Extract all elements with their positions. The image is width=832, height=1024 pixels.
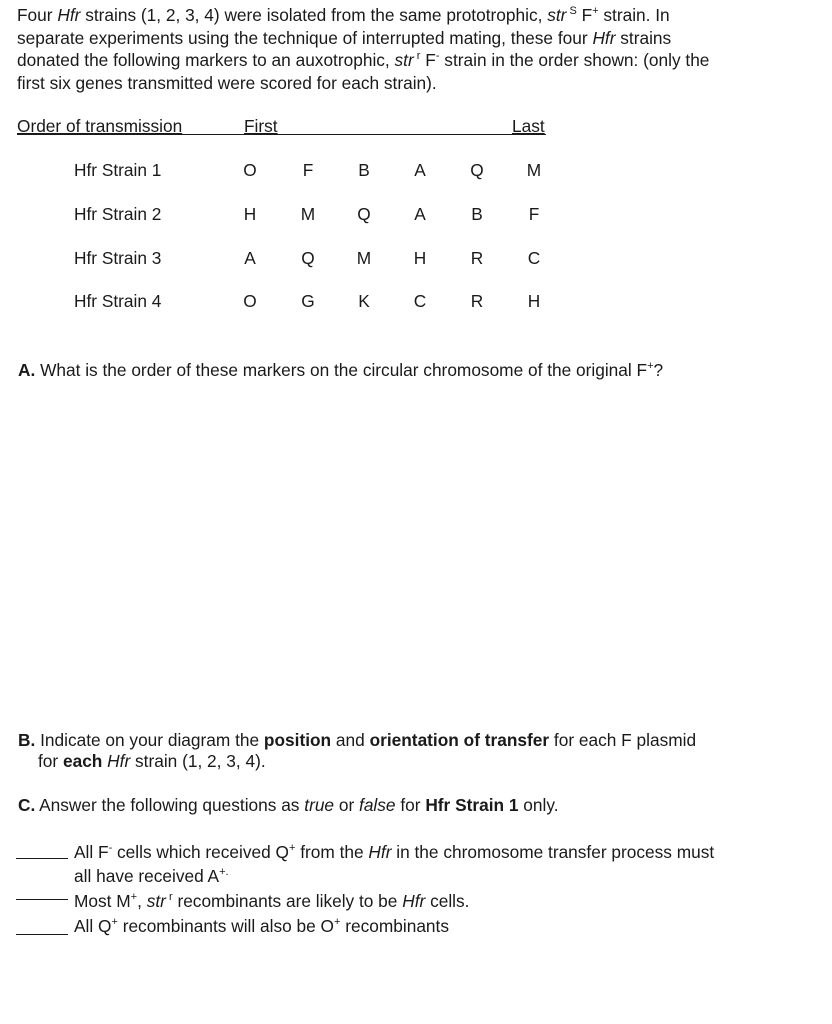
marker-cell: H bbox=[527, 291, 541, 311]
row-label-strain-4: Hfr Strain 4 bbox=[74, 291, 162, 311]
answer-blank-2[interactable] bbox=[16, 899, 68, 900]
marker-cell: M bbox=[300, 204, 316, 224]
intro-paragraph bbox=[17, 4, 812, 94]
marker-cell: G bbox=[301, 291, 315, 311]
row-label-strain-2: Hfr Strain 2 bbox=[74, 204, 162, 224]
question-b: B. Indicate on your diagram the position and orientation of transfer for each F plasmid for each Hfr strain (1, 2, 3, 4). bbox=[18, 730, 697, 771]
marker-cell: K bbox=[358, 291, 370, 311]
header-last: Last bbox=[512, 116, 545, 136]
question-c: C. Answer the following questions as true or false for Hfr Strain 1 only. bbox=[18, 795, 559, 815]
answer-blank-3[interactable] bbox=[16, 934, 68, 935]
marker-cell: A bbox=[244, 248, 256, 268]
marker-cell: H bbox=[243, 204, 257, 224]
intro-line-4: first six genes transmitted were scored for each strain). bbox=[17, 72, 437, 93]
question-a: A. What is the order of these markers on the circular chromosome of the original F+? bbox=[18, 360, 664, 380]
marker-cell: O bbox=[243, 291, 257, 311]
intro-line-1: Four Hfr strains (1, 2, 3, 4) were isolated from the same prototrophic, str $^S$ F+ strain. In bbox=[17, 5, 670, 25]
intro-line-2: separate experiments using the technique of interrupted mating, these four Hfr strains bbox=[17, 27, 672, 48]
tf-statement-1: All F- cells which received Q+ from the Hfr in the chromosome transfer process must all have received A+. bbox=[74, 842, 715, 886]
row-label-strain-3: Hfr Strain 3 bbox=[74, 248, 162, 268]
marker-cell: Q bbox=[357, 204, 371, 224]
tf-statement-2: Most M+, str $^r$ recombinants are likely to be Hfr cells. bbox=[74, 891, 470, 911]
row-label-strain-1: Hfr Strain 1 bbox=[74, 160, 162, 180]
marker-cell: H bbox=[413, 248, 427, 268]
marker-cell: F bbox=[528, 204, 540, 224]
marker-cell: C bbox=[413, 291, 427, 311]
marker-cell: Q bbox=[470, 160, 484, 180]
marker-cell: M bbox=[526, 160, 542, 180]
marker-cell: A bbox=[414, 160, 426, 180]
header-first: First bbox=[244, 116, 278, 136]
marker-cell: R bbox=[470, 248, 484, 268]
marker-cell: R bbox=[470, 291, 484, 311]
header-order-of-transmission: Order of transmission bbox=[17, 116, 183, 136]
marker-cell: F bbox=[302, 160, 314, 180]
intro-line-3: donated the following markers to an auxotrophic, str $^r$ F- strain in the order shown: (only the bbox=[17, 50, 710, 70]
marker-cell: O bbox=[243, 160, 257, 180]
marker-cell: Q bbox=[301, 248, 315, 268]
marker-cell: A bbox=[414, 204, 426, 224]
marker-cell: B bbox=[471, 204, 483, 224]
answer-blank-1[interactable] bbox=[16, 858, 68, 859]
marker-cell: M bbox=[356, 248, 372, 268]
marker-cell: B bbox=[358, 160, 370, 180]
tf-statement-3: All Q+ recombinants will also be O+ recombinants bbox=[74, 916, 449, 936]
marker-cell: C bbox=[527, 248, 541, 268]
